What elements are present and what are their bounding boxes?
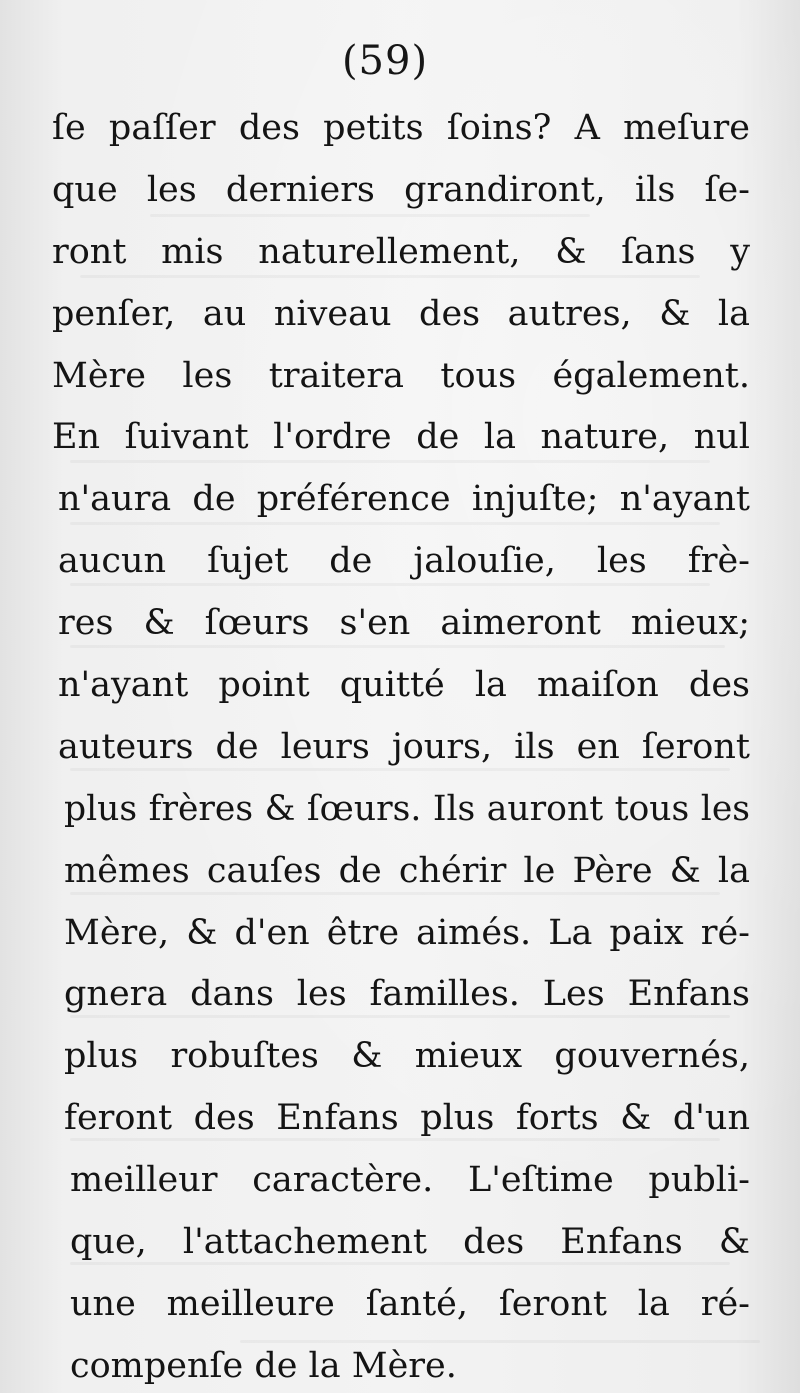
text-line: res & ſœurs s'en aimeront mieux; (58, 603, 750, 644)
text-line: En ſuivant l'ordre de la nature, nul (52, 417, 750, 458)
text-line: penſer, au niveau des autres, & la (52, 293, 750, 334)
text-line: feront des Enfans plus forts & d'un (64, 1098, 750, 1139)
text-line: ront mis naturellement, & ſans y (52, 231, 750, 272)
text-line: Mère, & d'en être aimés. La paix ré- (64, 912, 750, 953)
text-line: plus robuſtes & mieux gouvernés, (64, 1036, 750, 1077)
text-line: Mère les traitera tous également. (52, 355, 750, 396)
text-line: n'ayant point quitté la maiſon des (58, 665, 750, 706)
text-line: une meilleure ſanté, ſeront la ré- (70, 1283, 750, 1324)
text-line: compenſe de la Mère. (70, 1345, 457, 1386)
text-line: auteurs de leurs jours, ils en ſeront (58, 726, 750, 767)
text-line: ſe paſſer des petits ſoins? A meſure (52, 108, 750, 148)
text-line: que, l'attachement des Enfans & (70, 1222, 750, 1263)
text-line: aucun ſujet de jalouſie, les frè- (58, 541, 750, 582)
text-line: que les derniers grandiront, ils ſe- (52, 169, 750, 210)
text-line: mêmes cauſes de chérir le Père & la (64, 850, 750, 891)
text-line: plus frères & ſœurs. Ils auront tous les (64, 788, 750, 829)
text-line: n'aura de préférence injuſte; n'ayant (58, 479, 750, 520)
text-line: meilleur caractère. L'eſtime publi- (70, 1160, 750, 1201)
text-line: gnera dans les familles. Les Enfans (64, 974, 750, 1015)
page-number: (59) (341, 38, 429, 84)
body-text (52, 98, 750, 1393)
